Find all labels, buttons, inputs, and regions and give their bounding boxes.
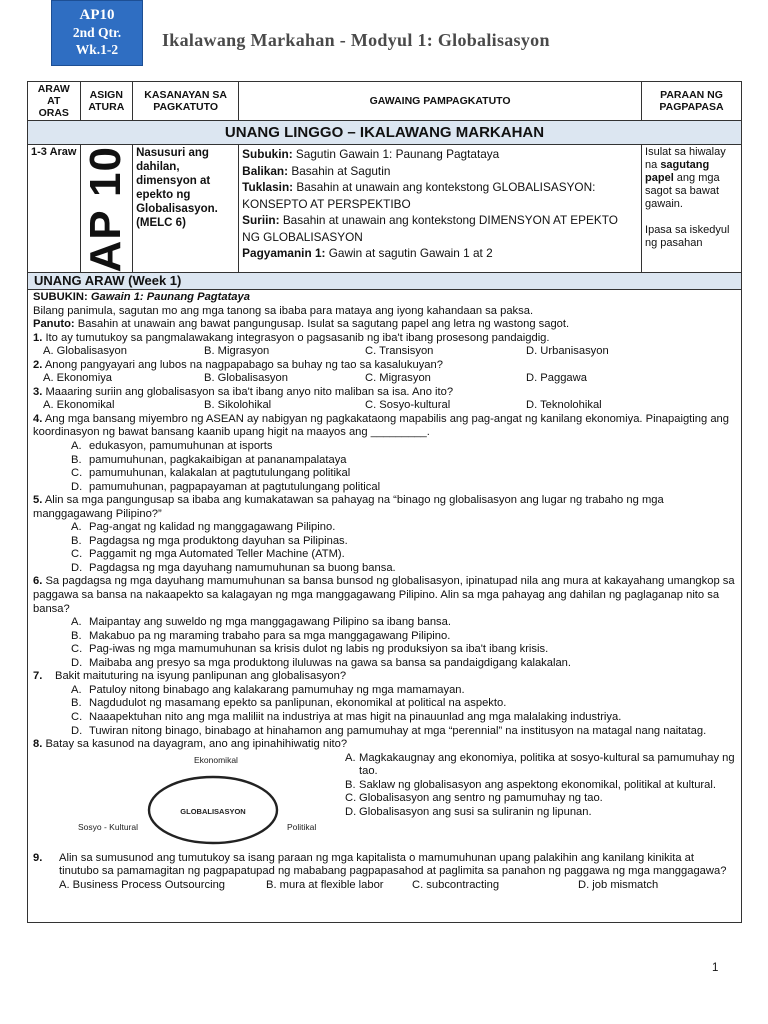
subukin-heading: SUBUKIN: Gawain 1: Paunang Pagtataya (33, 291, 250, 303)
submission-schedule: Ipasa sa iskedyul ng pasahan (645, 224, 730, 249)
option: C. pamumuhunan, kalakalan at pagtutulungang politikal (71, 467, 351, 480)
option: C. Transisyon (365, 345, 434, 358)
option: A. Ekonomikal (43, 399, 115, 412)
option: D. Teknolohikal (526, 399, 602, 412)
panuto-text: Panuto: Basahin at unawain ang bawat pangungusap. Isulat sa sagutang papel ang letra ng wastong sagot. (33, 318, 570, 331)
options-6 (33, 616, 736, 670)
question-2: 2. Anong pangyayari ang lubos na nagpapabago sa buhay ng tao sa kasalukuyan? (33, 358, 443, 371)
options-8 (323, 752, 736, 849)
col-asignatura: ASIGN ATURA (80, 82, 133, 121)
option: A. Patuloy nitong binabago ang kalakarang pamumuhay ng mga mamamayan. (71, 683, 465, 696)
option: D. Globalisasyon ang susi sa suliranin ng lipunan. (345, 805, 592, 818)
activities-cell (239, 145, 642, 278)
activity-item: Subukin: Sagutin Gawain 1: Paunang Pagtataya (242, 147, 500, 161)
assessment-content (28, 290, 741, 893)
options-4 (33, 440, 736, 494)
competency-cell: Nasusuri ang dahilan, dimensyon at epekto ng Globalisasyon. (MELC 6) (133, 145, 239, 278)
submission-text: Isulat sa hiwalay na sagutang papel ang mga sagot sa bawat gawain. (645, 146, 726, 210)
option: A. Globalisasyon (43, 345, 127, 358)
option: B. Sikolohikal (204, 399, 272, 412)
option: D. job mismatch (578, 878, 659, 891)
question-1: 1. Ito ay tumutukoy sa pangmalawakang integrasyon o pagsasanib ng iba't ibang prosesong pandaigdig. (33, 331, 550, 344)
col-paraan: PARAAN NG PAGPAPASA (642, 82, 742, 121)
question-8-body (33, 752, 736, 849)
option: B. Globalisasyon (204, 372, 288, 385)
option: B. mura at flexible labor (266, 878, 384, 891)
option: C. Globalisasyon ang sentro ng pamumuhay ng tao. (345, 792, 603, 805)
activity-item: Balikan: Basahin at Sagutin (242, 163, 391, 178)
diagram-svg (33, 752, 323, 849)
col-araw: ARAW AT ORAS (28, 82, 81, 121)
question-7: 7. Bakit maituturing na isyung panlipunan ang globalisasyon? (33, 670, 347, 683)
col-kasanayan: KASANAYAN SA PAGKATUTO (133, 82, 239, 121)
options-2 (33, 372, 736, 386)
option: D. Pagdagsa ng mga dayuhang namumuhunan sa buong bansa. (71, 561, 396, 574)
week-title: UNANG LINGGO – IKALAWANG MARKAHAN (28, 121, 742, 145)
option: B. Saklaw ng globalisasyon ang aspektong ekonomikal, politikal at kultural. (345, 778, 716, 791)
subject-vertical-label: AP 10 (81, 146, 131, 273)
options-7 (33, 684, 736, 738)
option: B. pamumuhunan, pagkakaibigan at pananampalataya (71, 453, 347, 466)
question-9: 9. Alin sa sumusunod ang tumutukoy sa isang paraan ng mga kapitalista o mamumuhunan upang palakihin ang kanilang kinikita at tinutubo sa pamamagitan ng pagpapatupad ng mababang pagpapasahod at paglimita sa panahon ng paggawa ng mga manggagawa? (33, 851, 727, 878)
question-4: 4. Ang mga bansang miyembro ng ASEAN ay nabigyan ng pagkakataong mapabilis ang pag-angat ng kanilang ekonomiya. Pinapaigting ang koordinasyon ng bawat bansang kaanib upang higit na maayos ang _________. (33, 412, 729, 439)
options-1 (33, 345, 736, 359)
diagram-label-top: Ekonomikal (194, 754, 238, 765)
option: A. Pag-angat ng kalidad ng manggagawang Pilipino. (71, 521, 336, 534)
option: A. edukasyon, pamumuhunan at isports (71, 440, 273, 453)
day-cell: 1-3 Araw (28, 145, 81, 278)
option: C. Paggamit ng mga Automated Teller Machine (ATM). (71, 548, 345, 561)
submission-cell (642, 145, 742, 278)
subject-cell (80, 145, 133, 278)
first-day-section (27, 272, 742, 923)
question-5: 5. Alin sa mga pangungusap sa ibaba ang kumakatawan sa pahayag na “binago ng globalisasyon ang lugar ng trabaho ng mga manggagawang Pilipino?” (33, 494, 664, 520)
badge-week: Wk.1-2 (75, 42, 119, 57)
option: B. Nagdudulot ng masamang epekto sa panlipunan, ekonomikal at political na aspekto. (71, 697, 507, 710)
diagram-label-left: Sosyo - Kultural (78, 821, 138, 832)
diagram-label-center: GLOBALISASYON (180, 806, 246, 816)
option: C. Pag-iwas ng mga mamumuhunan sa krisis dulot ng labis ng produksiyon sa iba't ibang krisis. (71, 643, 549, 656)
badge-quarter: 2nd Qtr. (72, 25, 122, 40)
page-title: Ikalawang Markahan - Modyul 1: Globalisasyon (162, 30, 550, 50)
question-3: 3. Maaaring suriin ang globalisasyon sa iba't ibang anyo nito maliban sa isa. Ano ito? (33, 385, 454, 398)
badge-subject: AP10 (79, 7, 115, 23)
option: D. pamumuhunan, pagpapayaman at pagtutulungang political (71, 480, 381, 493)
option: C. subcontracting (412, 878, 500, 891)
option: A. Ekonomiya (43, 372, 113, 385)
option: C. Naaapektuhan nito ang mga maliliit na industriya at mas higit na pinauunlad ang mga malalaking industriya. (71, 710, 622, 723)
intro-text: Bilang panimula, sagutan mo ang mga tanong sa ibaba para mataya ang iyong kahandaan sa paksa. (33, 304, 534, 317)
activity-item: Suriin: Basahin at unawain ang kontekstong DIMENSYON AT EPEKTO NG GLOBALISASYON (242, 213, 618, 244)
page-number: 1 (712, 962, 719, 974)
option: A. Maipantay ang suweldo ng mga manggagawang Pilipino sa ibang bansa. (71, 616, 451, 629)
quarter-badge (51, 0, 143, 66)
table-header-row (28, 82, 742, 121)
option: D. Maibaba ang presyo sa mga produktong iluluwas na gawa sa bansa sa pandaigdigang kalakalan. (71, 656, 572, 669)
options-3 (33, 399, 736, 413)
option: B. Makabuo pa ng maraming trabaho para sa mga manggagawang Pilipino. (71, 629, 451, 642)
option: A. Magkakaugnay ang ekonomiya, politika at sosyo-kultural sa pamumuhay ng tao. (345, 751, 735, 778)
option: B. Pagdagsa ng mga produktong dayuhan sa Pilipinas. (71, 534, 348, 547)
globalization-diagram (33, 752, 323, 849)
diagram-label-right: Politikal (287, 821, 317, 832)
options-5 (33, 521, 736, 575)
schedule-table (27, 81, 742, 278)
option: C. Migrasyon (365, 372, 431, 385)
activity-item: Tuklasin: Basahin at unawain ang kontekstong GLOBALISASYON: KONSEPTO AT PERSPEKTIBO (242, 180, 596, 211)
option: D. Urbanisasyon (526, 345, 609, 358)
option: C. Sosyo-kultural (365, 399, 451, 412)
activity-item: Pagyamanin 1: Gawin at sagutin Gawain 1 at 2 (242, 246, 493, 260)
option: D. Tuwiran nitong binago, binabago at hinahamon ang pamumuhay at mga “perennial” na institusyon na matagal nang naitatag. (71, 724, 707, 737)
option: B. Migrasyon (204, 345, 270, 358)
question-6: 6. Sa pagdagsa ng mga dayuhang mamumuhunan sa bansa bunsod ng globalisasyon, ipinatupad nila ang mura at kakayahang umangkop sa paggawa sa bansa na nakaapekto sa kalagayan ng mga manggagawang Pilipino. Alin sa mga pahayag ang dahilan ng paglaganap nito sa bansa? (33, 575, 735, 615)
section-title: UNANG ARAW (Week 1) (28, 273, 741, 290)
option: D. Paggawa (526, 372, 587, 385)
question-list (33, 413, 736, 738)
options-9 (33, 879, 736, 893)
col-gawain: GAWAING PAMPAGKATUTO (239, 82, 642, 121)
option: A. Business Process Outsourcing (59, 878, 226, 891)
question-8: 8. Batay sa kasunod na dayagram, ano ang ipinahihiwatig nito? (33, 738, 348, 751)
